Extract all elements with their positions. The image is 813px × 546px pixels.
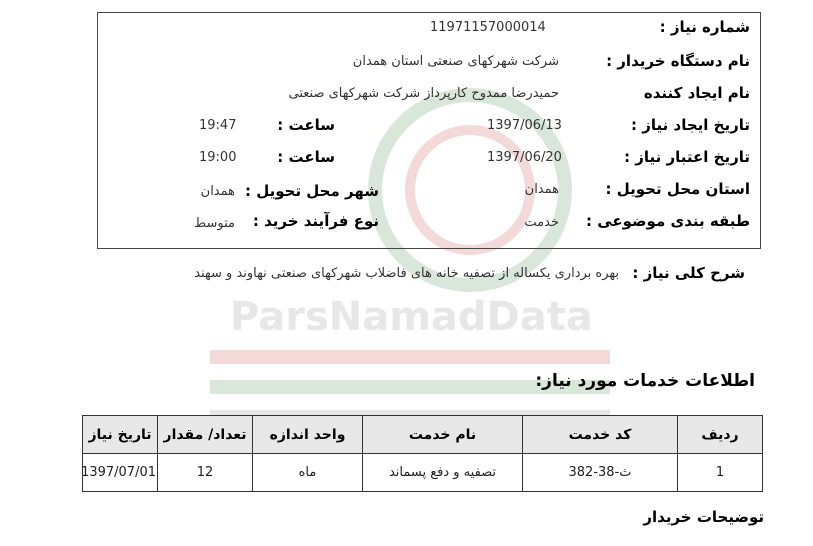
- cell-service-code: ث-38-382: [523, 454, 678, 492]
- valid-time-label: ساعت :: [277, 148, 335, 166]
- created-date-label: تاریخ ایجاد نیاز :: [631, 116, 750, 134]
- valid-time-value: 19:00: [199, 150, 237, 165]
- category-label: طبقه بندی موضوعی :: [586, 212, 750, 230]
- created-time-label: ساعت :: [277, 116, 335, 134]
- description-value: بهره برداری یکساله از تصفیه خانه های فاضلاب شهرکهای صنعتی نهاوند و سهند: [194, 266, 619, 281]
- col-service-code: کد خدمت: [523, 416, 678, 454]
- category-value: خدمت: [524, 215, 559, 230]
- creator-label: نام ایجاد کننده: [643, 84, 750, 102]
- table-header-row: [83, 416, 763, 454]
- cell-quantity: 12: [158, 454, 253, 492]
- creator-value: حمیدرضا ممدوح کارپرداز شرکت شهرکهای صنعتی: [288, 86, 559, 101]
- description-label: شرح کلی نیاز :: [632, 264, 745, 282]
- cell-service-name: تصفیه و دفع پسماند: [363, 454, 523, 492]
- services-table: [82, 415, 763, 492]
- col-row-number: ردیف: [678, 416, 763, 454]
- watermark-brand: ParsNamadData: [230, 294, 593, 340]
- services-title: اطلاعات خدمات مورد نیاز:: [535, 371, 755, 391]
- cell-need-date: 1397/07/01: [83, 454, 158, 492]
- delivery-province-label: استان محل تحویل :: [605, 180, 750, 198]
- purchase-type-label: نوع فرآیند خرید :: [252, 212, 379, 230]
- created-time-value: 19:47: [199, 118, 237, 133]
- valid-date-label: تاریخ اعتبار نیاز :: [624, 148, 750, 166]
- cell-unit: ماه: [253, 454, 363, 492]
- purchase-type-value: متوسط: [194, 216, 235, 231]
- col-quantity: تعداد/ مقدار: [158, 416, 253, 454]
- need-number-label: شماره نیاز :: [659, 18, 750, 36]
- buyer-org-value: شرکت شهرکهای صنعتی استان همدان: [352, 54, 559, 69]
- delivery-province-value: همدان: [524, 182, 559, 197]
- created-date-value: 1397/06/13: [487, 118, 562, 133]
- delivery-city-label: شهر محل تحویل :: [244, 182, 379, 200]
- col-need-date: تاریخ نیاز: [83, 416, 158, 454]
- buyer-org-label: نام دستگاه خریدار :: [606, 52, 750, 70]
- buyer-notes-label: توضیحات خریدار: [643, 508, 764, 526]
- delivery-city-value: همدان: [200, 184, 235, 199]
- table-row: [83, 454, 763, 492]
- col-unit: واحد اندازه: [253, 416, 363, 454]
- need-number-value: 11971157000014: [430, 20, 546, 35]
- col-service-name: نام خدمت: [363, 416, 523, 454]
- valid-date-value: 1397/06/20: [487, 150, 562, 165]
- cell-row-number: 1: [678, 454, 763, 492]
